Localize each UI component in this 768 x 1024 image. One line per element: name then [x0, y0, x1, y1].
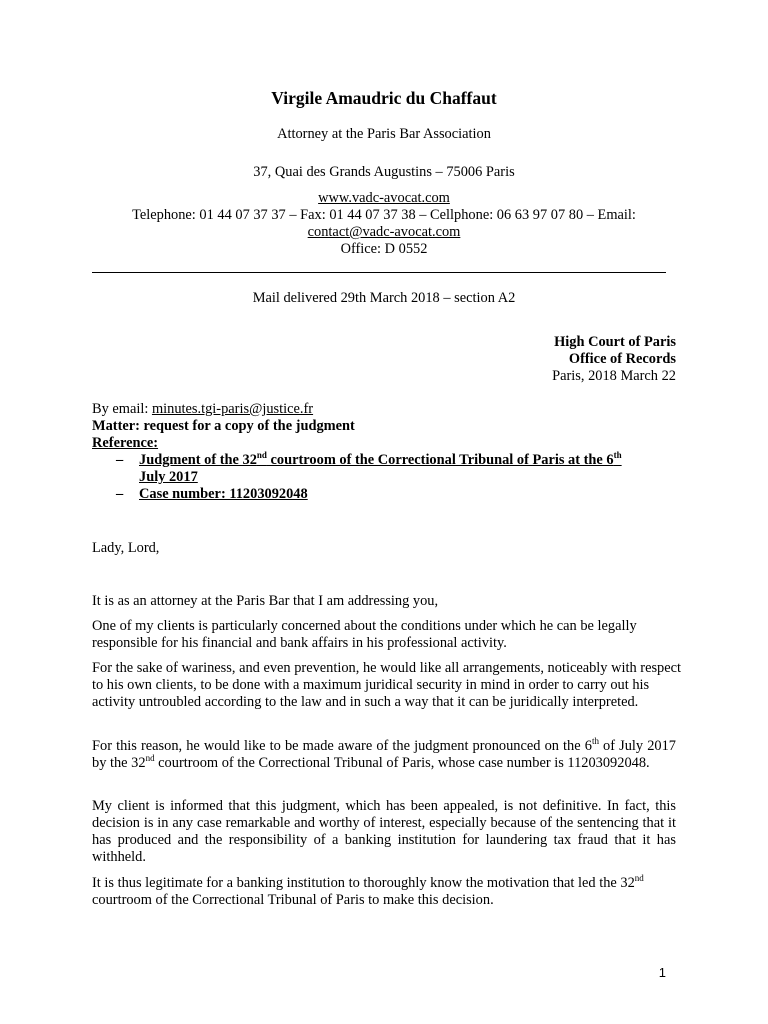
office-number: Office: D 0552	[340, 241, 428, 257]
matter-line: Matter: request for a copy of the judgment	[92, 418, 355, 434]
letter-date: Paris, 2018 March 22	[552, 368, 676, 384]
reference-item-judgment: – Judgment of the 32nd courtroom of the Correctional Tribunal of Paris at the 6th July 2017	[116, 450, 622, 485]
paragraph-1: It is as an attorney at the Paris Bar that I am addressing you,	[92, 593, 439, 609]
paragraph-6: It is thus legitimate for a banking institution to thoroughly know the motivation that led the 32nd courtroom of the Correctional Tribunal of Paris to make this decision.	[92, 873, 644, 908]
attorney-name: Virgile Amaudric du Chaffaut	[271, 88, 497, 108]
bullet-dash: –	[116, 452, 124, 468]
recipient-office: Office of Records	[568, 351, 676, 367]
attorney-title: Attorney at the Paris Bar Association	[277, 126, 491, 142]
reference-list	[92, 452, 676, 503]
mail-delivered-note: Mail delivered 29th March 2018 – section A2	[252, 290, 516, 306]
reference-item-case-number: – Case number: 11203092048	[116, 486, 308, 502]
paragraph-3: For the sake of wariness, and even prevention, he would like all arrangements, noticeably with respect to his own clients, to be done with a maximum juridical security in mind in order to carry out his activity untroubled according to the law and in such a way that it can be juridically interpreted.	[92, 660, 682, 710]
reference-heading: Reference:	[92, 435, 159, 451]
court-email-link[interactable]: minutes.tgi-paris@justice.fr	[151, 401, 314, 417]
by-email-prefix: By email:	[92, 401, 152, 417]
paragraph-5: My client is informed that this judgment, which has been appealed, is not definitive. In fact, this decision is in any case remarkable and worthy of interest, especially because of the sentencing that it has produced and the responsibility of a banking institution for laundering tax fraud that it has withheld.	[92, 798, 676, 865]
recipient-court: High Court of Paris	[554, 334, 676, 350]
by-email-line	[92, 401, 676, 418]
bullet-dash: –	[116, 486, 124, 502]
salutation: Lady, Lord,	[92, 540, 160, 556]
phone-line: Telephone: 01 44 07 37 37 – Fax: 01 44 07 37 38 – Cellphone: 06 63 97 07 80 – Email:	[132, 207, 636, 223]
email-line	[92, 224, 676, 241]
page-number: 1	[658, 965, 666, 980]
paragraph-2: One of my clients is particularly concerned about the conditions under which he can be legally responsible for his financial and bank affairs in his professional activity.	[92, 618, 637, 651]
attorney-address: 37, Quai des Grands Augustins – 75006 Paris	[253, 164, 515, 180]
header-divider	[92, 272, 666, 273]
paragraph-4: For this reason, he would like to be made aware of the judgment pronounced on the 6th of July 2017 by the 32nd courtroom of the Correctional Tribunal of Paris, whose case number is 11203092048.	[92, 736, 676, 771]
website-line	[92, 190, 676, 207]
website-link[interactable]: www.vadc-avocat.com	[318, 190, 450, 206]
email-link[interactable]: contact@vadc-avocat.com	[307, 224, 461, 240]
